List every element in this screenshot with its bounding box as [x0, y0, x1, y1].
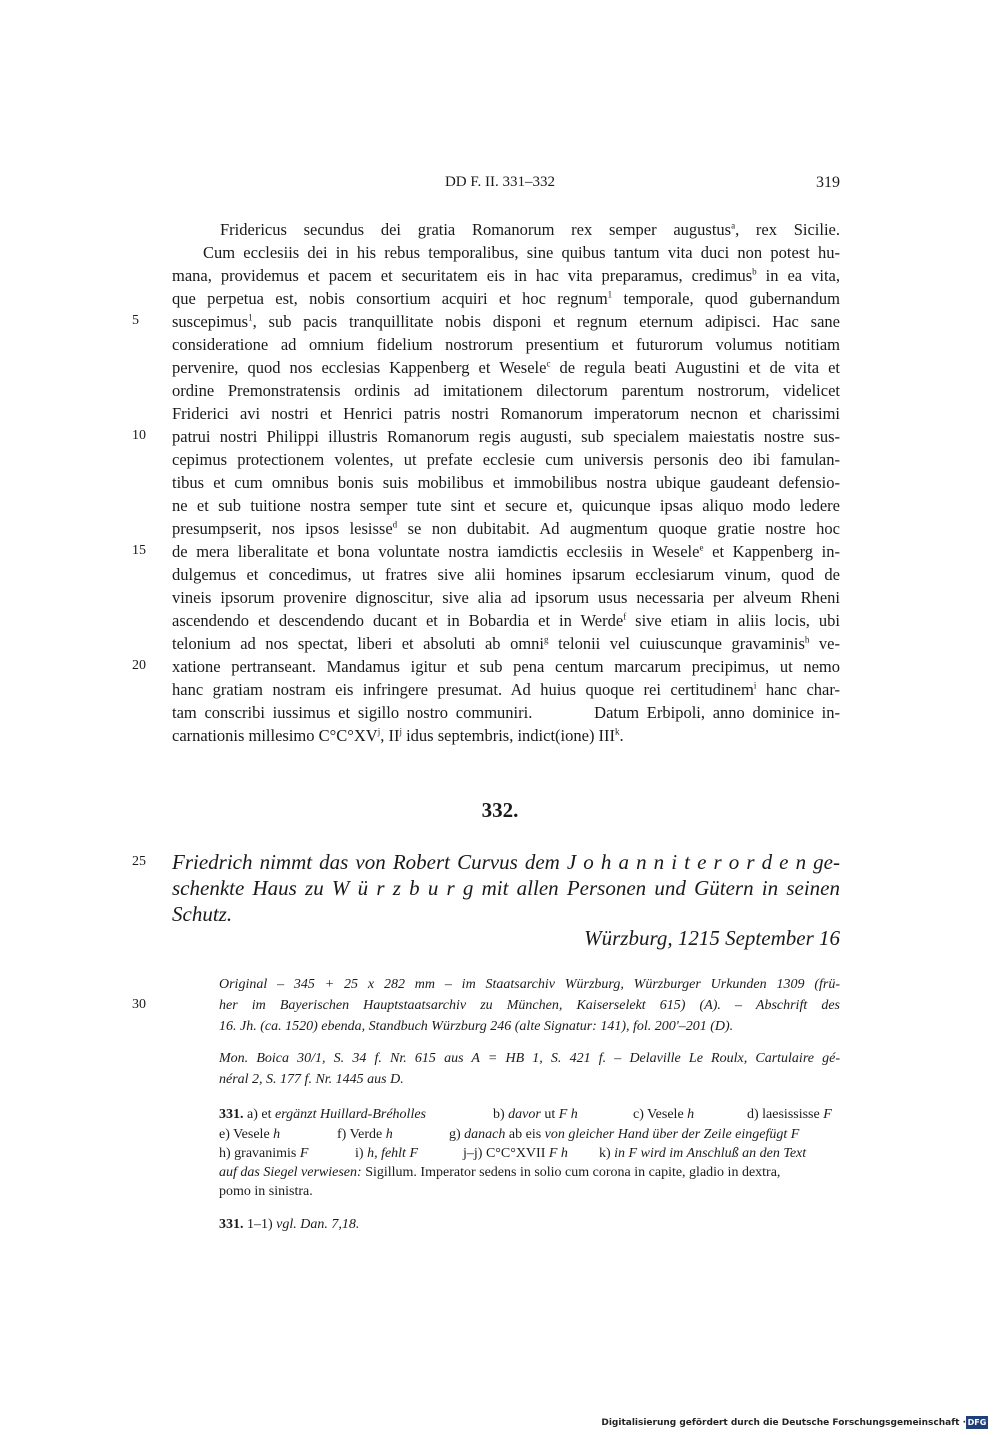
text-line: pervenire, quod nos ecclesias Kappenberg et Wesele$^c$ de regula beati Augustini et de vita et	[172, 358, 840, 377]
text-line: tam conscribi iussimus et sigillo nostro communiri. Datum Erbipoli, anno dominice in-	[172, 703, 840, 722]
place-date: Würzburg, 1215 September 16	[584, 926, 840, 950]
text-line: ne et sub tuitione nostra semper tute sint et secure et, quicunque ipsas aliquo modo ledere	[172, 496, 840, 515]
running-title: DD F. II. 331–332	[444, 174, 556, 190]
text-line: ascendendo et descendendo ducant et in Bobardia et in Werde$^f$ sive etiam in aliis locis, ubi	[172, 611, 840, 630]
text-line: dulgemus et concedimus, ut fratres sive alii homines ipsarum ecclesiarum vinum, quod de	[172, 565, 840, 584]
tradition-line: 16. Jh. (ca. 1520) ebenda, Standbuch Würzburg 246 (alte Signatur: 141), fol. 200'–201 (D).	[219, 1019, 734, 1034]
text-line: presumpserit, nos ipsos lesisse$^d$ se non dubitabit. Ad augmentum quoque gratie nostre hoc	[172, 519, 840, 538]
edition-line: Mon. Boica 30/1, S. 34 f. Nr. 615 aus A = HB 1, S. 421 f. – Delaville Le Roulx, Cartulaire gé-	[219, 1051, 840, 1066]
apparatus-line: h) gravanimis F i) h, fehlt F j–j) C°C°XVII F h k) in F wird im Anschluß an den Text	[219, 1146, 807, 1161]
text-line: mana, providemus et pacem et securitatem eis in hac vita preparamus, credimus$^b$ in ea vita,	[172, 266, 840, 285]
text-line: cepimus protectionem volentes, ut prefate ecclesie cum universis personis deo ibi famulan-	[172, 450, 840, 469]
text-line: hanc gratiam nostram eis infringere presumat. Ad huius quoque rei certitudinem$^i$ hanc char-	[172, 680, 840, 699]
regest-line: schenkte Haus zu W ü r z b u r g mit allen Personen und Gütern in seinen	[172, 876, 840, 900]
text-line: telonium ad nos spectat, liberi et absoluti ab omni$^g$ telonii vel cuiuscunque gravaminis$^h$ ve-	[172, 634, 841, 653]
edition-line: néral 2, S. 177 f. Nr. 1445 aus D.	[219, 1072, 404, 1087]
line-number: 10	[132, 428, 146, 443]
text-line: Fridericus secundus dei gratia Romanorum rex semper augustus$^a$, rex Sicilie.	[220, 220, 840, 239]
text-line: patrui nostri Philippi illustris Romanorum regis augusti, sub specialem maiestatis nostre sus-	[172, 427, 840, 446]
apparatus-line: pomo in sinistra.	[219, 1184, 313, 1199]
text-line: tibus et cum omnibus bonis suis mobilibus et immobilibus nostra ubique gaudeant defensio-	[172, 473, 840, 492]
apparatus-line: e) Vesele h f) Verde h g) danach ab eis von gleicher Hand über der Zeile eingefügt F	[219, 1127, 800, 1142]
text-line: carnationis millesimo $C^\circ C^\circ XV^j$, $II^j$ idus septembris, indict(ione) III$^k$.	[172, 726, 624, 745]
document-number: 332.	[481, 798, 519, 822]
apparatus-line: auf das Siegel verwiesen: Sigillum. Imperator sedens in solio cum corona in capite, gladio in dextra,	[219, 1165, 781, 1180]
line-number: 25	[132, 854, 146, 869]
text-line: que perpetua est, nobis consortium acquiri et hoc regnum$^1$ temporale, quod gubernandum	[172, 289, 840, 308]
dfg-logo: DFG	[967, 1418, 987, 1427]
text-line: xatione pertranseant. Mandamus igitur et sub pena centum marcarum precipimus, ut nemo	[172, 657, 840, 676]
page-number: 319	[816, 174, 840, 191]
text-line: de mera liberalitate et bona voluntate nostra iamdictis ecclesiis in Wesele$^e$ et Kappenberg in-	[172, 542, 840, 561]
commentary-note: 331. 1–1) vgl. Dan. 7,18.	[219, 1217, 360, 1232]
regest-line: Schutz.	[172, 902, 233, 926]
tradition-line: Original – 345 + 25 x 282 mm – im Staatsarchiv Würzburg, Würzburger Urkunden 1309 (frü-	[219, 977, 840, 992]
line-number: 30	[132, 997, 146, 1012]
digitization-credit: Digitalisierung gefördert durch die Deutsche Forschungsgemeinschaft ·	[601, 1418, 966, 1428]
text-line: vineis ipsorum provenire dignoscitur, sive alia ad ipsorum usus necessaria per alveum Rheni	[172, 588, 840, 607]
text-line: consideratione ad omnium fidelium nostrorum presentium et futurorum volumus notitiam	[172, 335, 840, 354]
line-number: 5	[132, 313, 139, 328]
tradition-line: her im Bayerischen Hauptstaatsarchiv zu München, Kaiserselekt 615) (A). – Abschrift des	[219, 998, 840, 1013]
line-number: 15	[132, 543, 146, 558]
text-line: Cum ecclesiis dei in his rebus temporalibus, sine quibus tantum vita duci non potest hu-	[203, 243, 840, 262]
apparatus-line: 331. a) et ergänzt Huillard-Bréholles b) davor ut F h c) Vesele h d) laesississe F	[219, 1107, 832, 1122]
regest-line: Friedrich nimmt das von Robert Curvus dem J o h a n n i t e r o r d e n ge-	[172, 850, 840, 874]
line-number: 20	[132, 658, 146, 673]
text-line: suscepimus$^1$, sub pacis tranquillitate nobis disponi et regnum eternum adipisci. Hac sane	[172, 312, 840, 331]
text-line: Friderici avi nostri et Henrici patris nostri Romanorum imperatorum necnon et charissimi	[172, 404, 840, 423]
text-line: ordine Premonstratensis ordinis ad imitationem dilectorum parentum nostrorum, videlicet	[172, 381, 840, 400]
